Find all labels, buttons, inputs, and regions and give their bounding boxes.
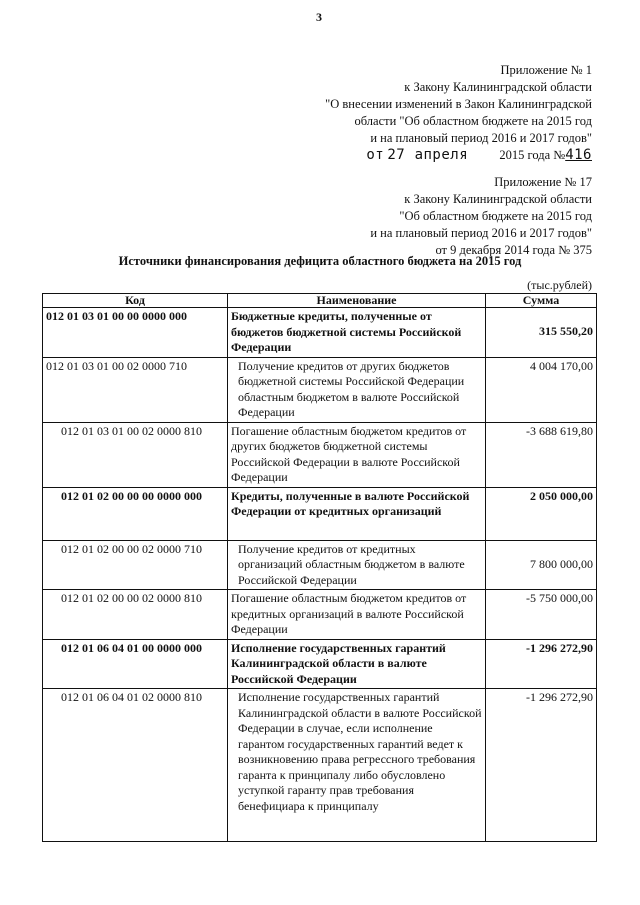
header-sum: Сумма <box>486 294 597 308</box>
appendix-17-line1: Приложение № 17 <box>494 175 592 189</box>
row-sum: 2 050 000,00 <box>486 487 597 540</box>
page-number: 3 <box>316 10 322 24</box>
table-row <box>43 357 597 422</box>
appendix-17-line3: "Об областном бюджете на 2015 год <box>399 209 592 223</box>
row-name: Получение кредитов от кредитных организаций областным бюджетом в валюте Российской Федерации <box>228 540 486 590</box>
row-sum: 7 800 000,00 <box>486 540 597 590</box>
table-row <box>43 590 597 640</box>
row-name: Исполнение государственных гарантий Калининградской области в валюте Российской Федерации <box>228 639 486 689</box>
table-row <box>43 422 597 487</box>
row-name: Погашение областным бюджетом кредитов от других бюджетов бюджетной системы Российской Федерации в валюте Российской Федерации <box>228 422 486 487</box>
row-code: 012 01 06 04 01 02 0000 810 <box>43 689 228 842</box>
units-label: (тыс.рублей) <box>527 278 592 292</box>
row-sum: -5 750 000,00 <box>486 590 597 640</box>
table-row <box>43 487 597 540</box>
table-row <box>43 689 597 842</box>
appendix-1-line1: Приложение № 1 <box>500 63 592 77</box>
row-name: Кредиты, полученные в валюте Российской Федерации от кредитных организаций <box>228 487 486 540</box>
row-sum: -1 296 272,90 <box>486 689 597 842</box>
row-sum: -3 688 619,80 <box>486 422 597 487</box>
appendix-1-line4: области "Об областном бюджете на 2015 год <box>354 114 592 128</box>
table-row <box>43 639 597 689</box>
row-name: Бюджетные кредиты, полученные от бюджетов бюджетной системы Российской Федерации <box>228 308 486 358</box>
header-code: Код <box>43 294 228 308</box>
date-prefix: от <box>366 147 385 163</box>
appendix-1-line2: к Закону Калининградской области <box>404 80 592 94</box>
row-sum: 315 550,20 <box>486 308 597 358</box>
row-name: Исполнение государственных гарантий Калининградской области в валюте Российской Федерации в случае, если исполнение гарантом государственных гарантий ведет к возникновению права регрессного требования гаранта к принципалу либо обусловлено уступкой гаранту прав требования бенефициара к принципалу <box>228 689 486 842</box>
date-month: апреля <box>414 147 469 163</box>
appendix-1-line3: "О внесении изменений в Закон Калининградской <box>325 97 592 111</box>
row-code: 012 01 02 00 00 02 0000 710 <box>43 540 228 590</box>
row-name: Погашение областным бюджетом кредитов от кредитных организаций в валюте Российской Федерации <box>228 590 486 640</box>
row-name: Получение кредитов от других бюджетов бюджетной системы Российской Федерации областным бюджетом в валюте Российской Федерации <box>228 357 486 422</box>
appendix-1-date <box>325 147 592 164</box>
header-name: Наименование <box>228 294 486 308</box>
appendix-17-line2: к Закону Калининградской области <box>404 192 592 206</box>
document-title: Источники финансирования дефицита областного бюджета на 2015 год <box>118 254 522 268</box>
row-sum: 4 004 170,00 <box>486 357 597 422</box>
date-day: 27 <box>387 147 406 163</box>
appendix-17-line5: от 9 декабря 2014 года № 375 <box>435 243 592 257</box>
row-code: 012 01 06 04 01 00 0000 000 <box>43 639 228 689</box>
row-code: 012 01 03 01 00 00 0000 000 <box>43 308 228 358</box>
date-year: 2015 года № <box>499 148 566 162</box>
table-row <box>43 308 597 358</box>
appendix-1-header <box>325 62 592 164</box>
table-header-row <box>43 294 597 308</box>
financing-sources-table <box>42 293 597 842</box>
row-code: 012 01 03 01 00 02 0000 810 <box>43 422 228 487</box>
table-row <box>43 540 597 590</box>
row-code: 012 01 03 01 00 02 0000 710 <box>43 357 228 422</box>
row-code: 012 01 02 00 00 02 0000 810 <box>43 590 228 640</box>
appendix-17-header <box>370 174 592 259</box>
date-number: 416 <box>565 147 592 163</box>
row-code: 012 01 02 00 00 00 0000 000 <box>43 487 228 540</box>
appendix-1-line5: и на плановый период 2016 и 2017 годов" <box>370 131 592 145</box>
appendix-17-line4: и на плановый период 2016 и 2017 годов" <box>370 226 592 240</box>
row-sum: -1 296 272,90 <box>486 639 597 689</box>
